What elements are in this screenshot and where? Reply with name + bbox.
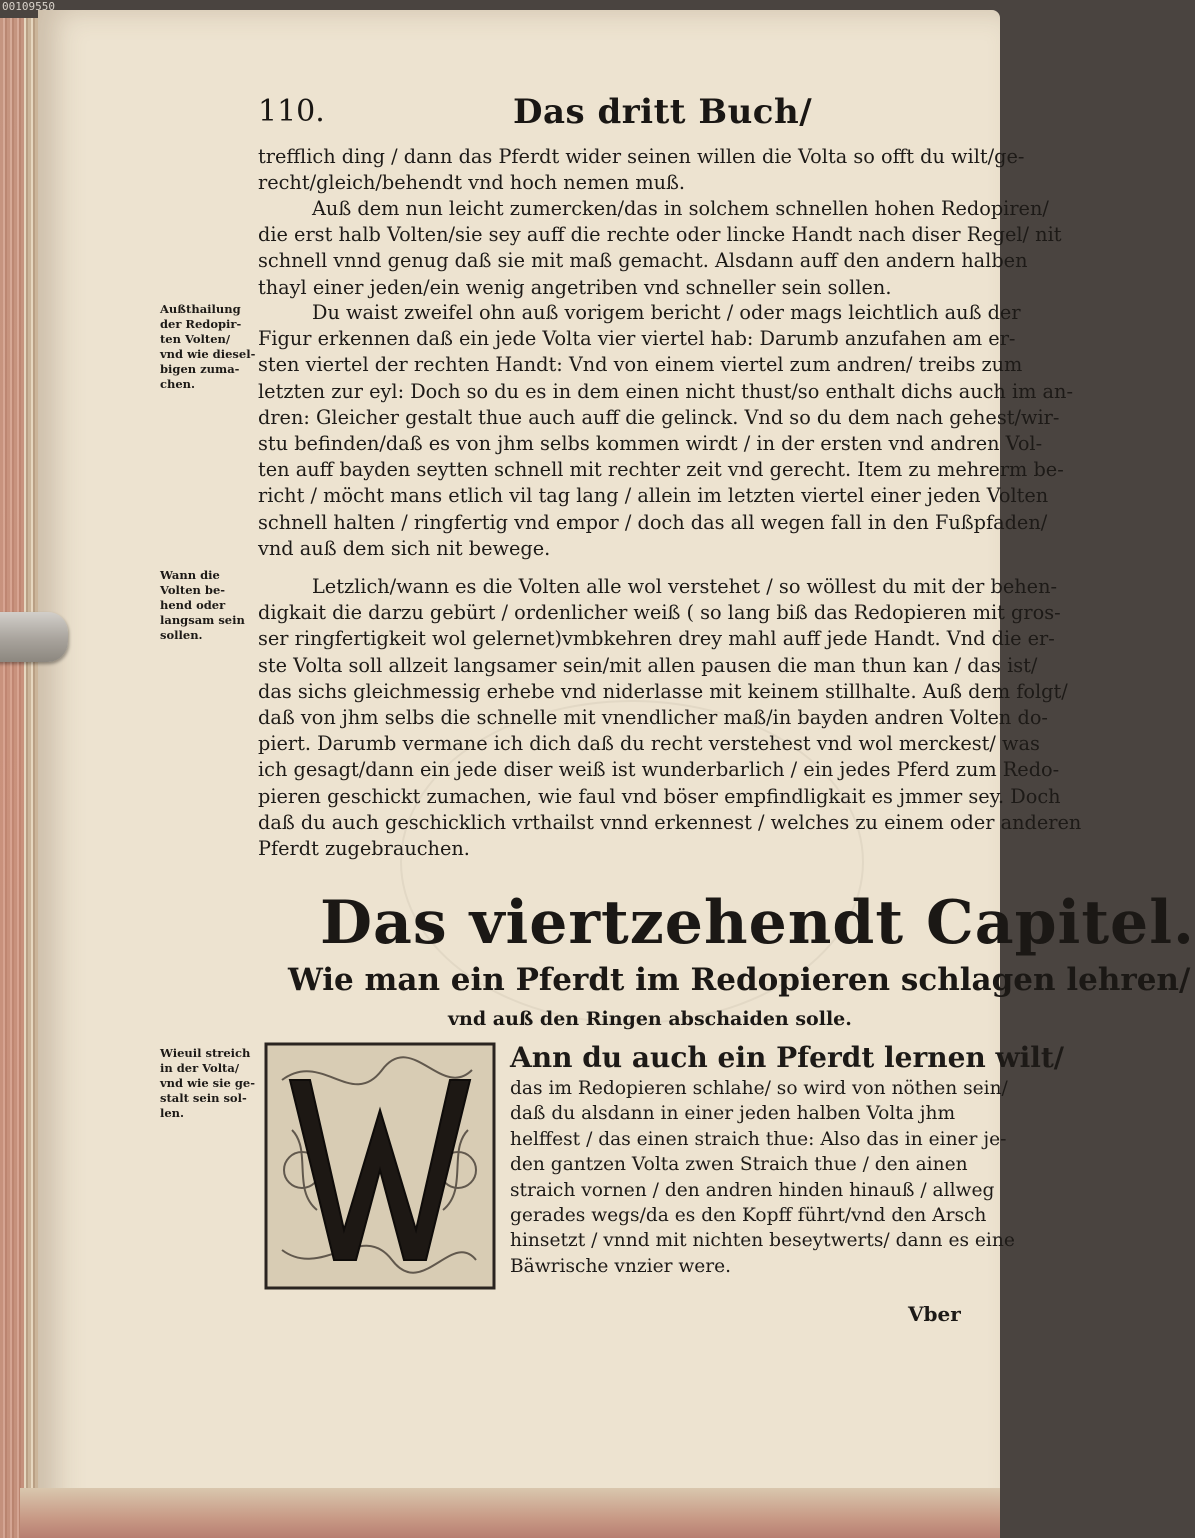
text-line: die erst halb Volten/sie sey auff die rechte oder lincke Handt nach diser Regel/ nit xyxy=(258,223,1062,247)
page-header xyxy=(258,92,958,140)
margin-note-1 xyxy=(160,302,256,392)
margin-note-line: vnd wie sie ge- xyxy=(160,1076,255,1090)
text-line: hinsetzt / vnnd mit nichten beseytwerts/ dann es eine xyxy=(510,1230,1015,1252)
chapter-paragraph xyxy=(510,1040,1065,1279)
margin-note-line: Wieuil streich xyxy=(160,1046,251,1060)
margin-note-line: der Redopir- xyxy=(160,317,242,331)
text-line: daß von jhm selbs die schnelle mit vnendlicher maß/in bayden andren Volten do- xyxy=(258,706,1048,730)
text-line: thayl einer jeden/ein wenig angetriben vnd schneller sein sollen. xyxy=(258,275,892,299)
text-line: letzten zur eyl: Doch so du es in dem einen nicht thust/so enthalt dichs auch im an- xyxy=(258,379,1073,403)
bottom-page-edge xyxy=(20,1488,1000,1538)
archive-id: 00109550 xyxy=(2,0,55,13)
text-line: schnell vnnd genug daß sie mit maß gemacht. Alsdann auff den andern halben xyxy=(258,249,1028,273)
text-line: den gantzen Volta zwen Straich thue / den ainen xyxy=(510,1154,968,1176)
text-line: pieren geschickt zumachen, wie faul vnd böser empfindligkait es jmmer sey. Doch xyxy=(258,784,1061,808)
text-line: richt / möcht mans etlich vil tag lang / allein im letzten viertel einer jeden Volten xyxy=(258,484,1049,508)
chapter-heading: Das viertzehendt Capitel. xyxy=(320,888,1195,958)
margin-note-line: bigen zuma- xyxy=(160,362,240,376)
text-line: helffest / das einen straich thue: Also das in einer je- xyxy=(510,1128,1007,1150)
text-line: ten auff bayden seytten schnell mit rechter zeit vnd gerecht. Item zu mehrerm be- xyxy=(258,458,1064,482)
margin-note-line: in der Volta/ xyxy=(160,1061,240,1075)
margin-note-2 xyxy=(160,568,256,643)
text-line: Auß dem nun leicht zumercken/das in solchem schnellen hohen Redopiren/ xyxy=(312,197,1049,220)
margin-note-3 xyxy=(160,1046,256,1121)
text-block-1 xyxy=(258,144,1025,196)
text-line: das im Redopieren schlahe/ so wird von nöthen sein/ xyxy=(510,1078,1008,1099)
text-line: Du waist zweifel ohn auß vorigem bericht / oder mags leichtlich auß der xyxy=(312,301,1021,324)
text-line: Pferdt zugebrauchen. xyxy=(258,837,470,861)
decorated-initial-w-icon xyxy=(262,1040,498,1292)
text-line: dren: Gleicher gestalt thue auch auff die gelinck. Vnd so du dem nach gehest/wir- xyxy=(258,405,1060,429)
margin-note-line: hend oder xyxy=(160,598,226,612)
text-line: piert. Darumb vermane ich dich daß du recht verstehest vnd wol merckest/ was xyxy=(258,732,1040,756)
margin-note-line: Wann die xyxy=(160,568,220,582)
text-line: Ann du auch ein Pferdt lernen wilt/ xyxy=(510,1041,1065,1074)
text-line: schnell halten / ringfertig vnd empor / doch das all wegen fall in den Fußpfaden/ xyxy=(258,510,1048,534)
margin-note-line: ten Volten/ xyxy=(160,332,231,346)
text-line: digkait die darzu gebürt / ordenlicher weiß ( so lang biß das Redopieren mit gros- xyxy=(258,601,1061,625)
margin-note-line: langsam sein xyxy=(160,613,245,627)
text-line: straich vornen / den andren hinden hinauß / allweg xyxy=(510,1179,995,1201)
text-line: Bäwrische vnzier were. xyxy=(510,1255,732,1277)
text-block-3 xyxy=(258,300,1073,562)
margin-note-line: Außthailung xyxy=(160,302,241,316)
margin-note-line: Volten be- xyxy=(160,583,226,597)
margin-note-line: stalt sein sol- xyxy=(160,1091,247,1105)
catchword: Vber xyxy=(908,1302,961,1326)
text-line: vnd auß dem sich nit bewege. xyxy=(258,536,551,560)
page-number: 110. xyxy=(258,94,325,129)
text-line: Figur erkennen daß ein jede Volta vier viertel hab: Darumb anzufahen am er- xyxy=(258,327,1016,351)
margin-note-line: len. xyxy=(160,1106,185,1120)
text-line: stu befinden/daß es von jhm selbs kommen wirdt / in der ersten vnd andren Vol- xyxy=(258,432,1043,456)
text-line: sten viertel der rechten Handt: Vnd von einem viertel zum andren/ treibs zum xyxy=(258,353,1023,377)
margin-note-line: sollen. xyxy=(160,628,203,642)
text-line: trefflich ding / dann das Pferdt wider seinen willen die Volta so offt du wilt/ge- xyxy=(258,145,1025,168)
text-line: recht/gleich/behendt vnd hoch nemen muß. xyxy=(258,171,686,195)
margin-note-line: chen. xyxy=(160,377,196,391)
text-block-4 xyxy=(258,574,1082,862)
text-block-2 xyxy=(258,196,1062,301)
chapter-subtitle-2: vnd auß den Ringen abschaiden solle. xyxy=(448,1008,852,1030)
text-line: daß du alsdann in einer jeden halben Volta jhm xyxy=(510,1103,956,1125)
text-line: daß du auch geschicklich vrthailst vnnd erkennest / welches zu einem oder anderen xyxy=(258,810,1082,834)
margin-note-line: vnd wie diesel- xyxy=(160,347,256,361)
text-line: das sichs gleichmessig erhebe vnd niderlasse mit keinem stillhalte. Auß dem folgt/ xyxy=(258,679,1068,703)
text-line: gerades wegs/da es den Kopff führt/vnd den Arsch xyxy=(510,1205,987,1227)
text-line: Letzlich/wann es die Volten alle wol verstehet / so wöllest du mit der behen- xyxy=(312,575,1058,598)
text-line: ser ringfertigkeit wol gelernet)vmbkehren drey mahl auff jede Handt. Vnd die er- xyxy=(258,627,1055,651)
text-line: ste Volta soll allzeit langsamer sein/mit allen pausen die man thun kan / das ist/ xyxy=(258,653,1038,677)
chapter-subtitle: Wie man ein Pferdt im Redopieren schlagen lehren/ xyxy=(288,962,1191,998)
running-title: Das dritt Buch/ xyxy=(513,92,813,132)
text-line: ich gesagt/dann ein jede diser weiß ist wunderbarlich / ein jedes Pferd zum Redo- xyxy=(258,758,1060,782)
page-clip xyxy=(0,612,68,662)
